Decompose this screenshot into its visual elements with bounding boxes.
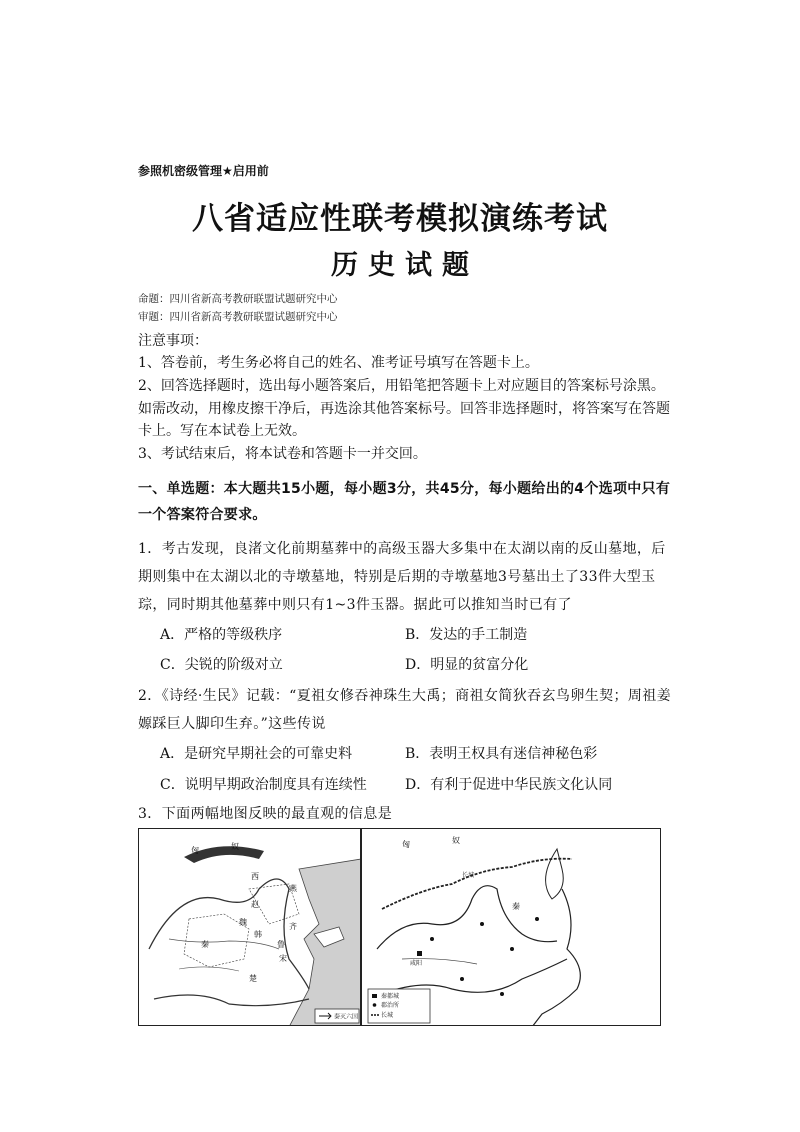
bohai-coast: [546, 849, 564, 899]
coastline: [532, 889, 580, 1026]
notes-title: 注意事项：: [138, 333, 208, 349]
note-3: 3、考试结束后，将本试卷和答题卡一并交回。: [138, 446, 427, 462]
note-1: 1、答卷前，考生务必将自己的姓名、准考证号填写在答题卡上。: [138, 355, 539, 371]
map-label: 赵: [251, 900, 259, 909]
commandery-marker: [480, 922, 484, 926]
question-1-option-c: C．尖锐的阶级对立: [160, 657, 283, 673]
legend-text: 长城: [381, 1012, 394, 1019]
yellow-river: [149, 879, 309, 989]
map-left-drawing: [139, 829, 361, 1026]
map-label: 奴: [231, 842, 239, 851]
question-2-option-c: C．说明早期政治制度具有连续性: [160, 777, 367, 793]
great-wall: [382, 859, 572, 909]
legend-commandery-icon: [373, 1003, 377, 1007]
commandery-marker: [430, 937, 434, 941]
legend-text: 郡治所: [381, 1002, 400, 1009]
commandery-marker: [535, 917, 539, 921]
han-river: [179, 967, 239, 971]
map-label: 长城: [462, 872, 475, 879]
map-label: 韩: [254, 930, 262, 939]
map-label: 秦: [201, 940, 209, 949]
yangtze-river: [154, 995, 309, 1006]
map-label: 宋: [279, 954, 287, 963]
question-2-option-a: A．是研究早期社会的可靠史料: [160, 746, 353, 762]
capital-marker: [417, 951, 422, 956]
question-1-option-d: D．明显的贫富分化: [405, 657, 529, 673]
map-label: 西: [251, 872, 259, 881]
yellow-river: [377, 886, 557, 949]
map-qin-unification: [361, 828, 661, 1026]
question-2-option-b: B．表明王权具有迷信神秘色彩: [405, 746, 598, 762]
map-label: 匈: [402, 840, 410, 849]
question-2-stem: 2．《诗经·生民》记载：“夏祖女修吞神珠生大禹；商祖女简狄吞玄鸟卵生契；周祖姜嫄踩巨人脚印生弃。”这些传说: [138, 688, 672, 732]
page-subtitle: 历史试题: [331, 250, 479, 281]
map-label: 奴: [452, 836, 460, 845]
map-label: 秦: [512, 902, 520, 911]
reviewer-line: 审题：四川省新高考教研联盟试题研究中心: [138, 311, 338, 323]
question-1-option-a: A．严格的等级秩序: [160, 627, 283, 643]
note-2: 2、回答选择题时，选出每小题答案后，用铅笔把答题卡上对应题目的答案标号涂黑。: [138, 378, 665, 394]
commandery-marker: [500, 992, 504, 996]
question-3-stem: 3．下面两幅地图反映的最直观的信息是: [138, 806, 393, 822]
map-warring-states: [138, 828, 361, 1026]
map-label: 燕: [289, 884, 297, 893]
legend-text: 秦灭六国: [334, 1013, 359, 1021]
map-label: 匈: [191, 846, 199, 855]
legend-capital-icon: [372, 994, 377, 998]
legend-text: 秦都城: [381, 993, 400, 1000]
page-title: 八省适应性联考模拟演练考试: [192, 201, 608, 237]
map-label: 咸阳: [410, 960, 423, 967]
map-label: 魏: [239, 918, 247, 927]
commandery-marker: [460, 977, 464, 981]
question-2-option-d: D．有利于促进中华民族文化认同: [405, 777, 613, 793]
map-label: 楚: [249, 974, 257, 983]
question-1-stem: 1．考古发现，良渚文化前期墓葬中的高级玉器大多集中在太湖以南的反山墓地，后期则集中在太湖以北的寺墩墓地，特别是后期的寺墩墓地3号墓出土了33件大型玉琮，同时期其他墓葬中则只有1~3件玉器。据此可以推知当时已有了: [138, 541, 666, 613]
section-heading: 一、单选题：本大题共15小题，每小题3分，共45分，每小题给出的4个选项中只有一个答案符合要求。: [138, 481, 671, 523]
map-label: 齐: [289, 922, 297, 931]
note-2-continued: 如需改动，用橡皮擦干净后，再选涂其他答案标号。回答非选择题时，将答案写在答题: [138, 401, 670, 417]
question-1-option-b: B．发达的手工制造: [405, 627, 528, 643]
secret-label: 参照机密级管理★启用前: [138, 164, 269, 178]
note-2-end: 卡上。写在本试卷上无效。: [138, 423, 306, 439]
map-label: 鲁: [277, 940, 285, 949]
author-line: 命题：四川省新高考教研联盟试题研究中心: [138, 293, 338, 305]
map-right-drawing: [362, 829, 661, 1026]
commandery-marker: [510, 947, 514, 951]
